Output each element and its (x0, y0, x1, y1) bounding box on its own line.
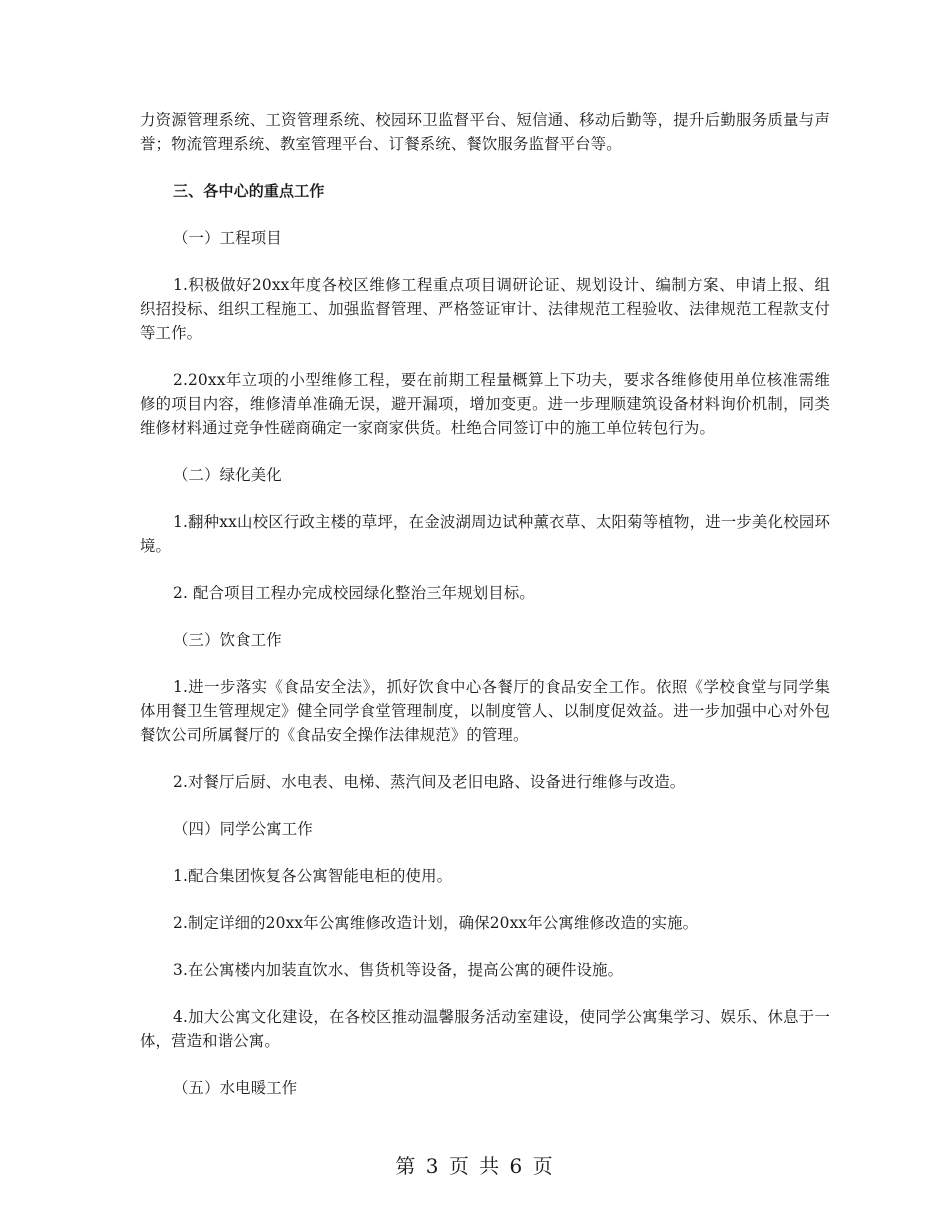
paragraph-engineering-1: 1.积极做好20xx年度各校区维修工程重点项目调研论证、规划设计、编制方案、申请上报、组织招投标、组织工程施工、加强监督管理、严格签证审计、法律规范工程验收、法律规范工程款支付等工作。 (140, 276, 830, 342)
paragraph-greening-1: 1.翻种xx山校区行政主楼的草坪，在金波湖周边试种薰衣草、太阳菊等植物，进一步美化校园环境。 (140, 513, 830, 555)
paragraph-greening-2: 2. 配合项目工程办完成校园绿化整治三年规划目标。 (173, 584, 535, 602)
subheading-engineering-projects: （一）工程项目 (173, 229, 282, 247)
subheading-greening: （二）绿化美化 (173, 466, 282, 484)
page-number-footer: 第 3 页 共 6 页 (395, 1154, 555, 1178)
paragraph-intro-continuation: 力资源管理系统、工资管理系统、校园环卫监督平台、短信通、移动后勤等，提升后勤服务质量与声誉；物流管理系统、教室管理平台、订餐系统、餐饮服务监督平台等。 (140, 111, 830, 153)
subheading-catering: （三）饮食工作 (173, 631, 282, 649)
paragraph-apartments-4: 4.加大公寓文化建设，在各校区推动温馨服务活动室建设，使同学公寓集学习、娱乐、休息于一体，营造和谐公寓。 (140, 1008, 830, 1050)
paragraph-apartments-1: 1.配合集团恢复各公寓智能电柜的使用。 (173, 867, 453, 885)
document-body (140, 108, 830, 1123)
section-heading-key-work: 三、各中心的重点工作 (173, 182, 325, 200)
subheading-apartments: （四）同学公寓工作 (173, 820, 313, 838)
subheading-utilities: （五）水电暖工作 (173, 1079, 298, 1097)
paragraph-catering-2: 2.对餐厅后厨、水电表、电梯、蒸汽间及老旧电路、设备进行维修与改造。 (173, 773, 686, 791)
paragraph-engineering-2: 2.20xx年立项的小型维修工程，要在前期工程量概算上下功夫，要求各维修使用单位核准需维修的项目内容，维修清单准确无误，避开漏项，增加变更。进一步理顺建筑设备材料询价机制，同类维修材料通过竞争性磋商确定一家商家供货。杜绝合同签订中的施工单位转包行为。 (140, 371, 830, 437)
paragraph-catering-1: 1.进一步落实《食品安全法》，抓好饮食中心各餐厅的食品安全工作。依照《学校食堂与同学集体用餐卫生管理规定》健全同学食堂管理制度，以制度管人、以制度促效益。进一步加强中心对外包餐饮公司所属餐厅的《食品安全操作法律规范》的管理。 (140, 678, 830, 744)
paragraph-apartments-2: 2.制定详细的20xx年公寓维修改造计划，确保20xx年公寓维修改造的实施。 (173, 914, 699, 932)
paragraph-apartments-3: 3.在公寓楼内加装直饮水、售货机等设备，提高公寓的硬件设施。 (173, 961, 624, 979)
